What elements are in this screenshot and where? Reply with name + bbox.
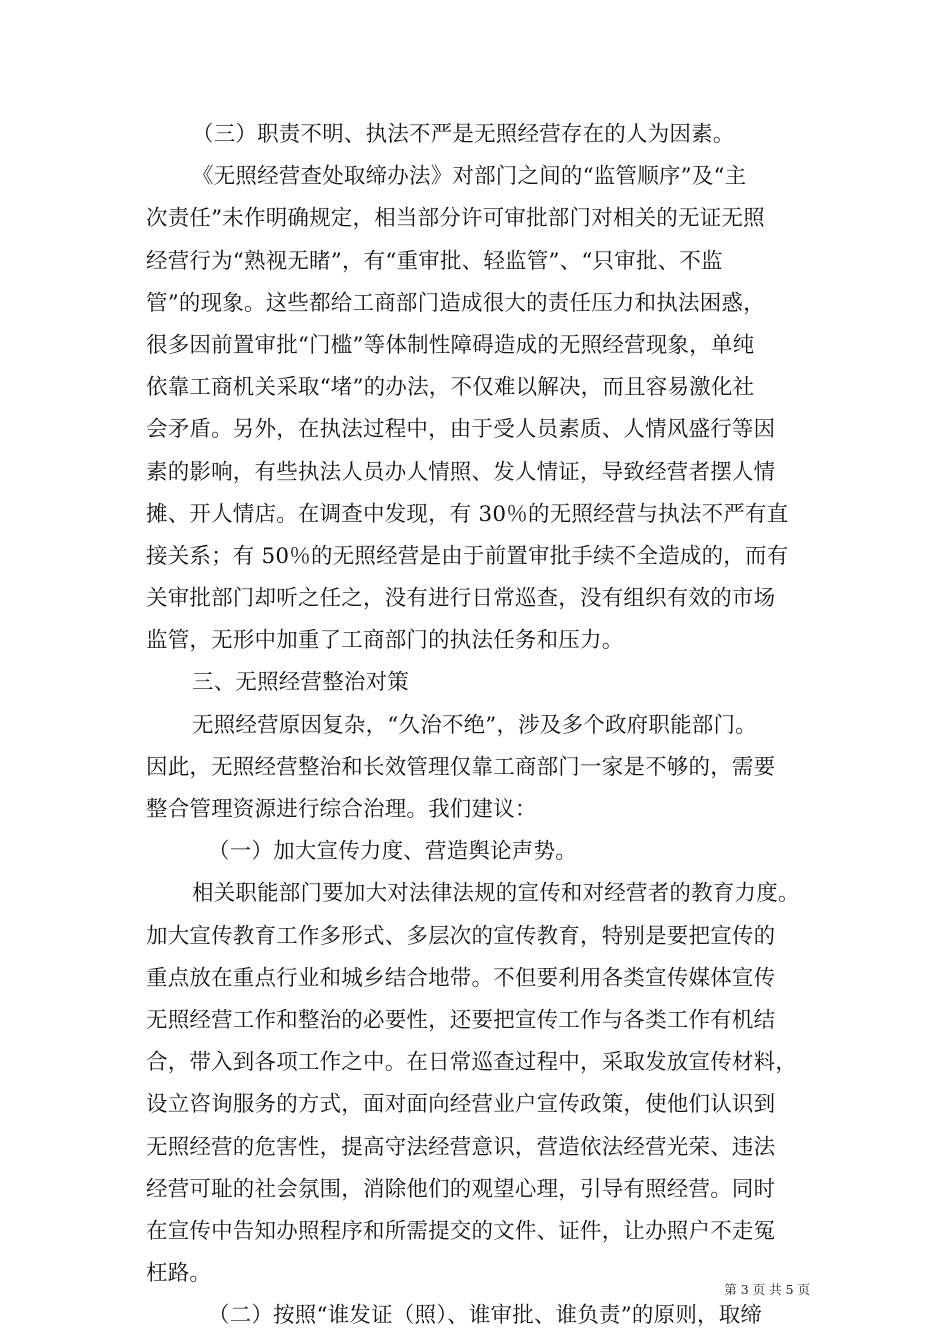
paragraph-line: 会矛盾。另外，在执法过程中，由于受人员素质、人情风盛行等因 bbox=[146, 417, 776, 443]
paragraph-line: 在宣传中告知办照程序和所需提交的文件、证件，让办照户不走冤 bbox=[146, 1218, 776, 1244]
paragraph-line: 加大宣传教育工作多形式、多层次的宣传教育，特别是要把宣传的 bbox=[146, 923, 776, 949]
paragraph-line: 很多因前置审批“门槛”等体制性障碍造成的无照经营现象，单纯 bbox=[146, 332, 755, 358]
paragraph-line: 整合管理资源进行综合治理。我们建议： bbox=[146, 797, 537, 822]
page-number: 第 3 页 共 5 页 bbox=[724, 1282, 810, 1297]
paragraph-line: 因此，无照经营整治和长效管理仅靠工商部门一家是不够的，需要 bbox=[146, 754, 776, 780]
paragraph-line: 素的影响，有些执法人员办人情照、发人情证，导致经营者摆人情 bbox=[146, 459, 776, 485]
paragraph-line: 经营行为“熟视无睹”，有“重审批、轻监管”、“只审批、不监 bbox=[146, 248, 723, 274]
paragraph-line: 无照经营原因复杂，“久治不绝”，涉及多个政府职能部门。 bbox=[192, 712, 757, 738]
paragraph-line: 关审批部门却听之任之，没有进行日常巡查，没有组织有效的市场 bbox=[146, 586, 776, 612]
paragraph-line: 无照经营工作和整治的必要性，还要把宣传工作与各类工作有机结 bbox=[146, 1007, 776, 1033]
paragraph-line: 接关系；有 50％的无照经营是由于前置审批手续不全造成的，而有 bbox=[146, 543, 789, 569]
section-heading-main: 三、无照经营整治对策 bbox=[192, 670, 410, 696]
paragraph-line: 重点放在重点行业和城乡结合地带。不但要利用各类宣传媒体宣传 bbox=[146, 965, 776, 991]
paragraph-line: 合，带入到各项工作之中。在日常巡查过程中，采取发放宣传材料， bbox=[146, 1050, 798, 1076]
section-heading-1: （一）加大宣传力度、营造舆论声势。 bbox=[208, 839, 577, 865]
paragraph-line: 《无照经营查处取缔办法》对部门之间的“监管顺序”及“主 bbox=[192, 164, 747, 190]
paragraph-line: 设立咨询服务的方式，面对面向经营业户宣传政策，使他们认识到 bbox=[146, 1092, 776, 1118]
paragraph-line: 相关职能部门要加大对法律法规的宣传和对经营者的教育力度。 bbox=[192, 881, 800, 907]
paragraph-line: 枉路。 bbox=[146, 1261, 212, 1287]
section-heading-2: （二）按照“谁发证（照）、谁审批、谁负责”的原则，取缔 bbox=[208, 1303, 763, 1329]
section-heading-3: （三）职责不明、执法不严是无照经营存在的人为因素。 bbox=[192, 122, 735, 147]
paragraph-line: 无照经营的危害性，提高守法经营意识，营造依法经营光荣、违法 bbox=[146, 1134, 776, 1160]
paragraph-line: 次责任”未作明确规定，相当部分许可审批部门对相关的无证无照 bbox=[146, 206, 765, 232]
paragraph-line: 监管，无形中加重了工商部门的执法任务和压力。 bbox=[146, 628, 624, 654]
paragraph-line: 依靠工商机关采取“堵”的办法，不仅难以解决，而且容易激化社 bbox=[146, 375, 755, 401]
paragraph-line: 经营可耻的社会氛围，消除他们的观望心理，引导有照经营。同时 bbox=[146, 1176, 776, 1202]
body-text bbox=[146, 114, 806, 1337]
paragraph-line: 管”的现象。这些都给工商部门造成很大的责任压力和执法困惑， bbox=[146, 290, 765, 316]
paragraph-line: 摊、开人情店。在调查中发现，有 30％的无照经营与执法不严有直 bbox=[146, 501, 789, 527]
